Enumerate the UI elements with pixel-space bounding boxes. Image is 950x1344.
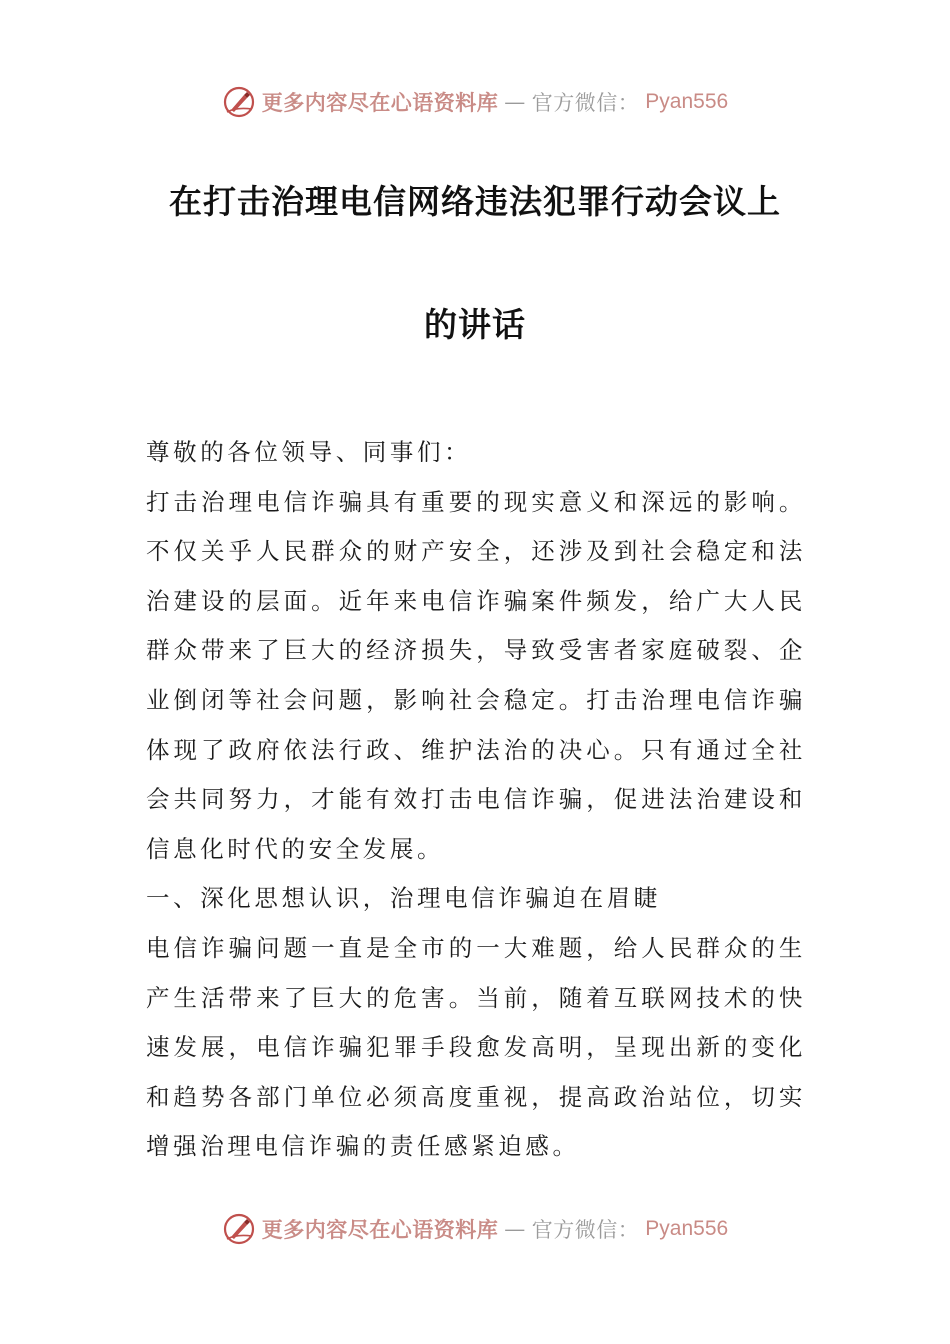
header-watermark <box>0 82 950 122</box>
watermark-official-label: 官方微信： <box>531 1218 640 1242</box>
document-title-line-1: 在打击治理电信网络违法犯罪行动会议上 <box>169 182 781 221</box>
watermark-official-label: 官方微信： <box>531 91 640 115</box>
footer-watermark <box>0 1209 950 1249</box>
watermark-wechat-id: Pyan556 <box>645 90 729 113</box>
watermark-dash: — <box>504 1217 526 1241</box>
salutation: 尊敬的各位领导、同事们： <box>146 438 472 466</box>
watermark-dash: — <box>504 90 526 114</box>
pen-logo-icon <box>222 1212 256 1246</box>
watermark-wechat-id: Pyan556 <box>645 1217 729 1240</box>
paragraph: 电信诈骗问题一直是全市的一大难题，给人民群众的生产生活带来了巨大的危害。当前，随着互联网技术的快速发展，电信诈骗犯罪手段愈发高明，呈现出新的变化和趋势各部门单位必须高度重视，提高政治站位，切实增强治理电信诈骗的责任感紧迫感。 <box>146 933 806 1161</box>
document-title-line-2: 的讲话 <box>424 305 526 344</box>
watermark-text: 更多内容尽在心语资料库 <box>261 90 499 115</box>
document-body <box>146 428 806 1172</box>
section-heading: 一、深化思想认识，治理电信诈骗迫在眉睫 <box>146 884 661 913</box>
watermark-text: 更多内容尽在心语资料库 <box>261 1217 499 1242</box>
pen-logo-icon <box>222 85 256 119</box>
paragraph: 打击治理电信诈骗具有重要的现实意义和深远的影响。不仅关乎人民群众的财产安全，还涉及到社会稳定和法治建设的层面。近年来电信诈骗案件频发，给广大人民群众带来了巨大的经济损失，导致受害者家庭破裂、企业倒闭等社会问题，影响社会稳定。打击治理电信诈骗体现了政府依法行政、维护法治的决心。只有通过全社会共同努力，才能有效打击电信诈骗，促进法治建设和信息化时代的安全发展。 <box>146 487 806 863</box>
